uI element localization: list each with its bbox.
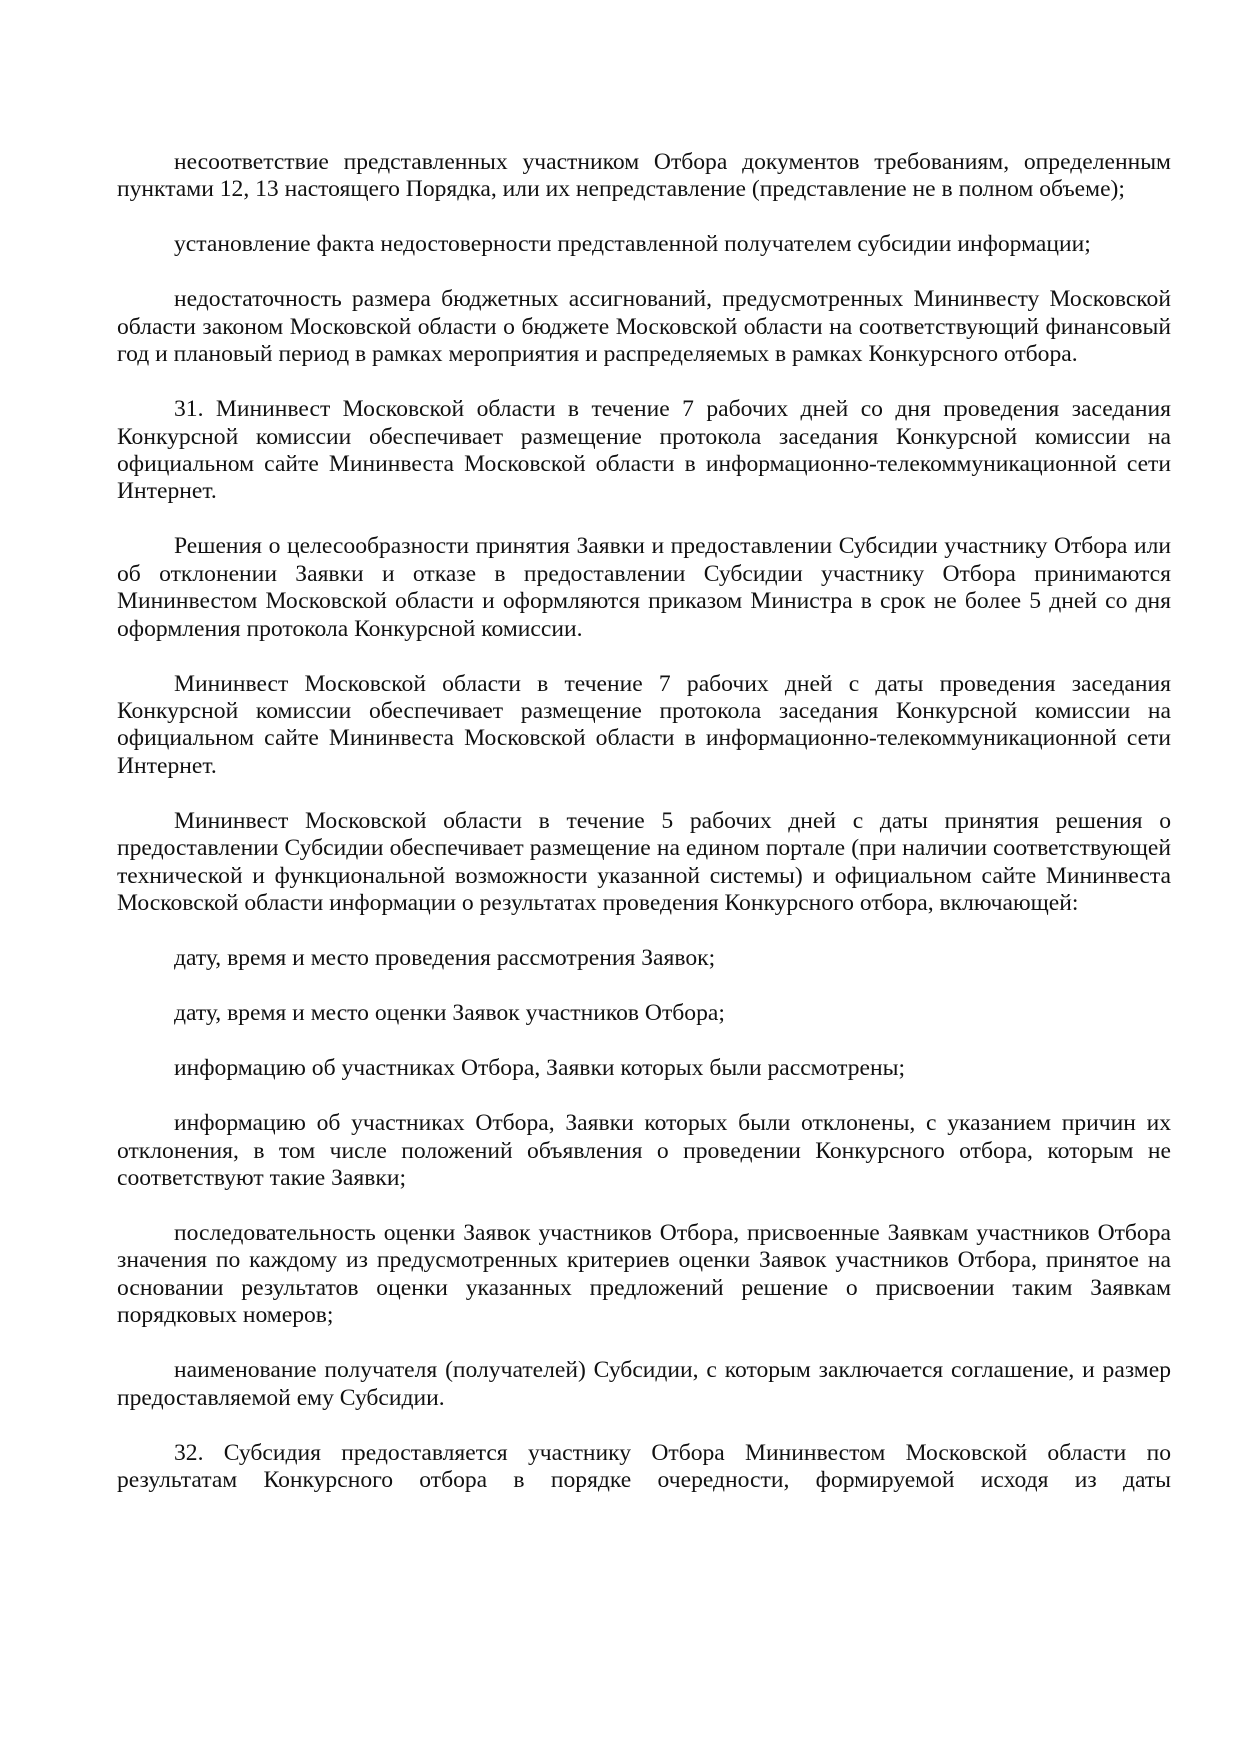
- list-item-evaluation-sequence: последовательность оценки Заявок участников Отбора, присвоенные Заявкам участников Отбора значения по каждому из предусмотренных критериев оценки Заявок участников Отбора, принятое на основании результатов оценки указанных предложений решение о присвоении таким Заявкам порядковых номеров;: [117, 1219, 1171, 1329]
- list-item-review-date: дату, время и место проведения рассмотрения Заявок;: [174, 945, 716, 972]
- paragraph-results-publication: Мининвест Московской области в течение 5 рабочих дней с даты принятия решения о предоставлении Субсидии обеспечивает размещение на едином портале (при наличии соответствующей технической и функциональной возможности указанной системы) и официальном сайте Мининвеста Московской области информации о результатах проведения Конкурсного отбора, включающей:: [117, 807, 1171, 917]
- list-item-reviewed-participants: информацию об участниках Отбора, Заявки которых были рассмотрены;: [174, 1055, 906, 1082]
- paragraph-documents-noncompliance: несоответствие представленных участником Отбора документов требованиям, определенным пунктами 12, 13 настоящего Порядка, или их непредставление (представление не в полном объеме);: [117, 149, 1171, 203]
- paragraph-budget-insufficiency: недостаточность размера бюджетных ассигнований, предусмотренных Мининвесту Московской области законом Московской области о бюджете Московской области на соответствующий финансовый год и плановый период в рамках мероприятия и распределяемых в рамках Конкурсного отбора.: [117, 286, 1171, 368]
- list-item-recipient-name: наименование получателя (получателей) Субсидии, с которым заключается соглашение, и размер предоставляемой ему Субсидии.: [117, 1357, 1171, 1411]
- list-item-rejected-participants: информацию об участниках Отбора, Заявки которых были отклонены, с указанием причин их отклонения, в том числе положений объявления о проведении Конкурсного отбора, которым не соответствуют такие Заявки;: [117, 1110, 1171, 1191]
- list-item-evaluation-date: дату, время и место оценки Заявок участников Отбора;: [174, 1000, 725, 1027]
- paragraph-clause-31: 31. Мининвест Московской области в течение 7 рабочих дней со дня проведения заседания Конкурсной комиссии обеспечивает размещение протокола заседания Конкурсной комиссии на официальном сайте Мининвеста Московской области в информационно-телекоммуникационной сети Интернет.: [117, 396, 1171, 505]
- paragraph-false-information: установление факта недостоверности представленной получателем субсидии информации;: [174, 231, 1091, 258]
- paragraph-protocol-publication: Мининвест Московской области в течение 7 рабочих дней с даты проведения заседания Конкурсной комиссии обеспечивает размещение протокола заседания Конкурсной комиссии на официальном сайте Мининвеста Московской области в информационно-телекоммуникационной сети Интернет.: [117, 670, 1171, 779]
- paragraph-clause-32: 32. Субсидия предоставляется участнику Отбора Мининвестом Московской области по результатам Конкурсного отбора в порядке очередности, формируемой исходя из даты: [117, 1439, 1171, 1493]
- paragraph-decisions: Решения о целесообразности принятия Заявки и предоставлении Субсидии участнику Отбора или об отклонении Заявки и отказе в предоставлении Субсидии участнику Отбора принимаются Мининвестом Московской области и оформляются приказом Министра в срок не более 5 дней со дня оформления протокола Конкурсной комиссии.: [117, 533, 1171, 642]
- document-page: [117, 149, 1171, 1522]
